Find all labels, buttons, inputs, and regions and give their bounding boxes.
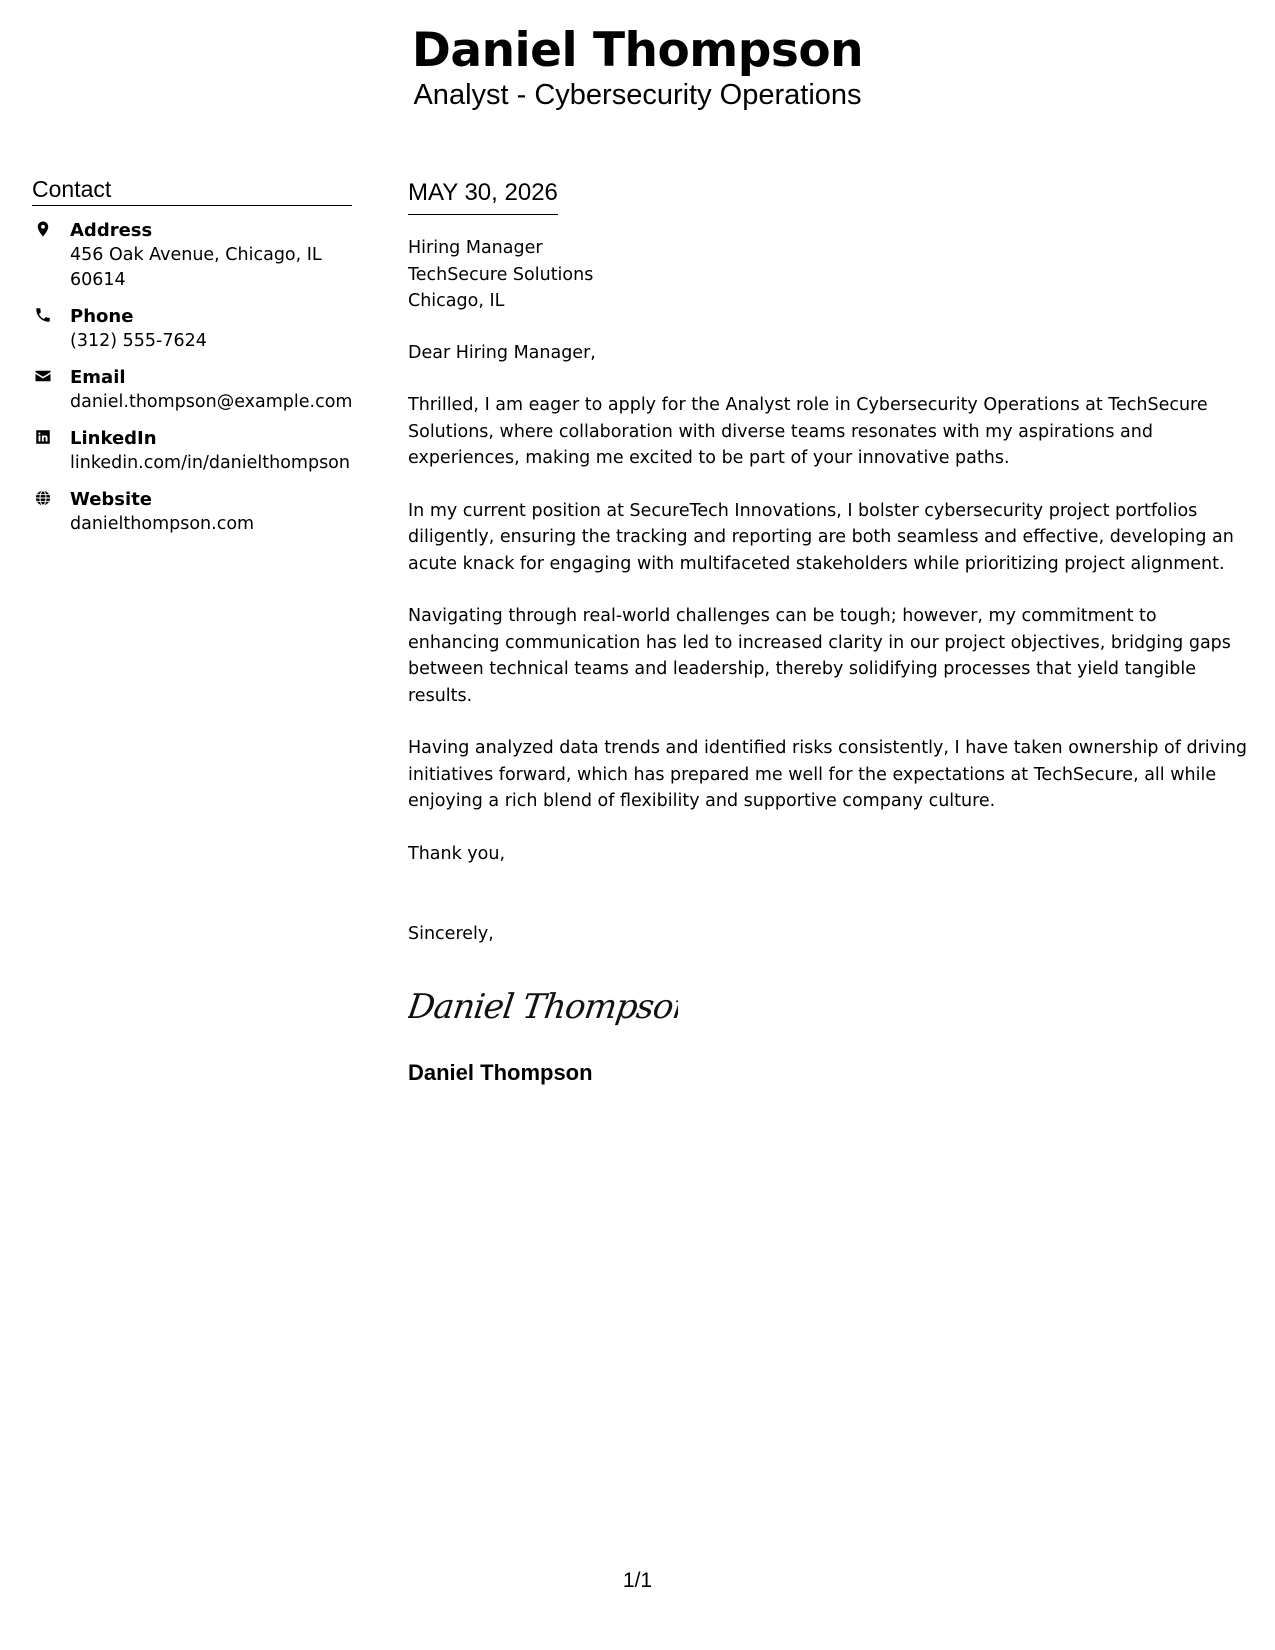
salutation: Dear Hiring Manager, [408, 342, 596, 363]
cover-letter [408, 178, 1248, 1087]
contact-item-email [32, 365, 352, 415]
contact-item-website [32, 487, 352, 537]
letter-date: MAY 30, 2026 [408, 178, 558, 215]
contact-heading: Contact [32, 175, 352, 206]
contact-item-linkedin [32, 426, 352, 476]
contact-value-phone: (312) 555-7624 [70, 331, 207, 351]
applicant-role: Analyst - Cybersecurity Operations [413, 79, 862, 111]
map-pin-icon [34, 219, 52, 239]
resume-header [0, 22, 1275, 112]
phone-icon [34, 305, 52, 325]
contact-label-phone: Phone [70, 306, 134, 327]
contact-value-email: daniel.thompson@example.com [70, 392, 353, 412]
thanks-line: Thank you, [408, 843, 506, 864]
contact-label-email: Email [70, 367, 126, 388]
closing-line: Sincerely, [408, 924, 494, 944]
recipient-company: TechSecure Solutions [408, 264, 594, 285]
letter-paragraph: Navigating through real-world challenges can be tough; however, my commitment to enhancing communication has led to increased clarity in our project objectives, bridging gaps between technical teams and leadership, thereby solidifying processes that yield tangible results. [408, 606, 1231, 706]
envelope-icon [34, 366, 52, 386]
contact-value-address: 456 Oak Avenue, Chicago, IL 60614 [70, 245, 322, 290]
contact-value-linkedin: linkedin.com/in/danielthompson [70, 453, 350, 473]
signed-name: Daniel Thompson [408, 1059, 593, 1085]
recipient-location: Chicago, IL [408, 291, 505, 311]
recipient-block [408, 235, 1248, 315]
contact-value-website: danielthompson.com [70, 514, 255, 534]
letter-paragraph: Having analyzed data trends and identified risks consistently, I have taken ownership of driving initiatives forward, which has prepared me well for the expectations at TechSecure, all while enjoying a rich blend of flexibility and supportive company culture. [408, 738, 1248, 811]
contact-list [32, 218, 352, 537]
handwritten-signature [408, 976, 678, 1036]
applicant-name: Daniel Thompson [411, 23, 864, 78]
page-number: 1/1 [622, 1569, 653, 1592]
letter-paragraph: Thrilled, I am eager to apply for the Analyst role in Cybersecurity Operations at TechSecure Solutions, where collaboration with diverse teams resonates with my aspirations and experiences, making me excited to be part of your innovative paths. [408, 395, 1208, 468]
globe-icon [34, 488, 52, 508]
letter-paragraph: In my current position at SecureTech Innovations, I bolster cybersecurity project portfolios diligently, ensuring the tracking and reporting are both seamless and effective, developing an acute knack for engaging with multifaceted stakeholders while prioritizing project alignment. [408, 500, 1234, 574]
contact-label-linkedin: LinkedIn [70, 428, 157, 449]
contact-item-phone [32, 304, 352, 354]
recipient-title: Hiring Manager [408, 238, 543, 258]
contact-sidebar [32, 175, 352, 548]
svg-text:Daniel Thompson: Daniel Thompson [408, 986, 678, 1027]
linkedin-icon [34, 427, 52, 447]
contact-label-website: Website [70, 489, 153, 510]
contact-item-address [32, 218, 352, 293]
contact-label-address: Address [70, 220, 153, 241]
